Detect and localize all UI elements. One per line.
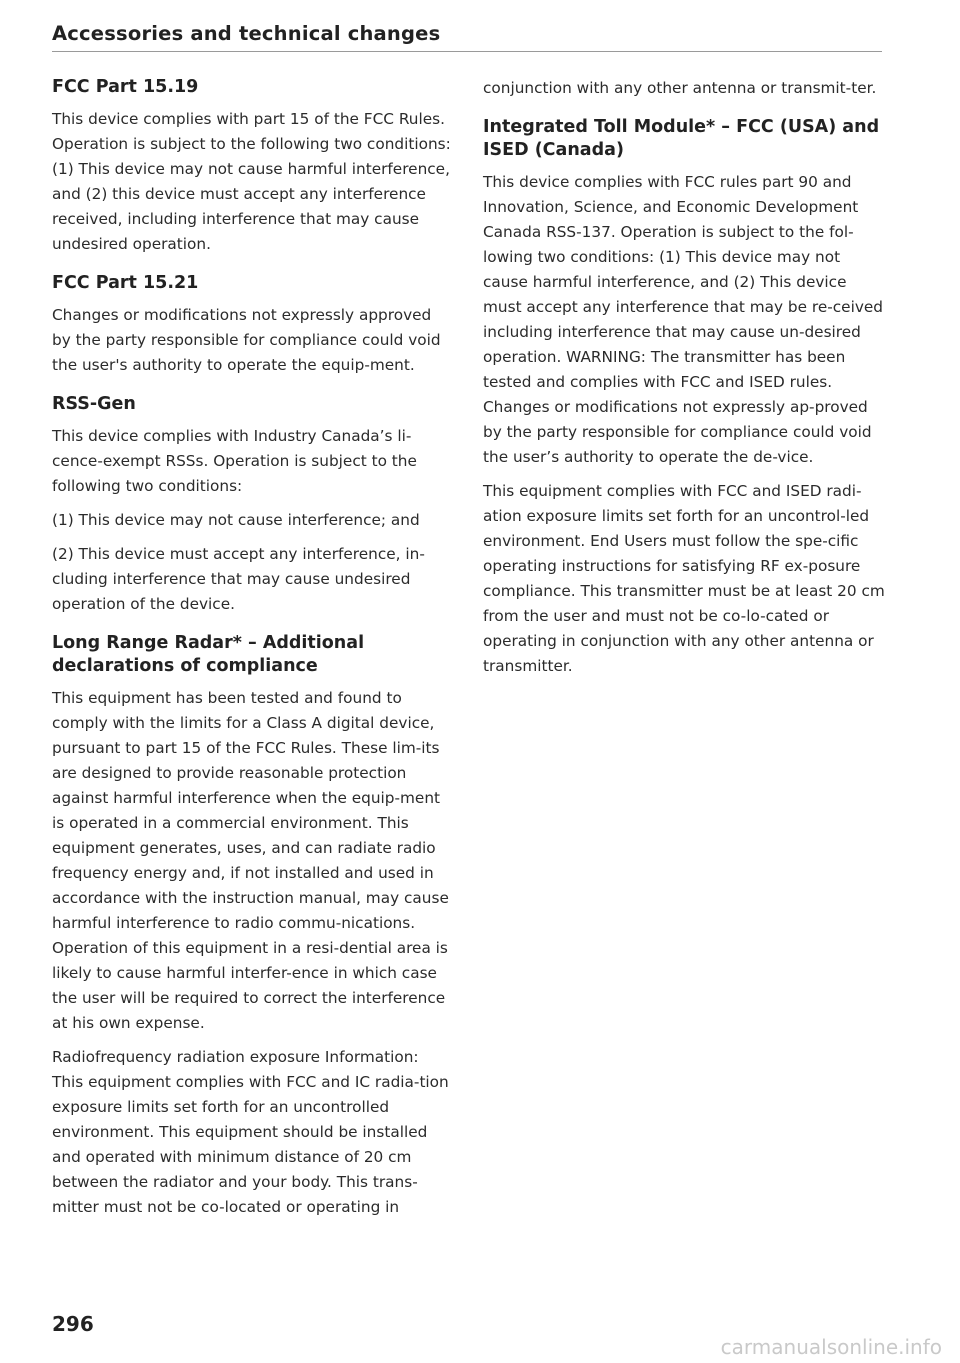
- heading-fcc-15-21: FCC Part 15.21: [52, 273, 199, 293]
- watermark: carmanualsonline.info: [720, 1335, 942, 1359]
- paragraph-continuation: conjunction with any other antenna or transmit-ter.: [483, 79, 877, 97]
- heading-long-range-radar: Long Range Radar* – Additional declarations of compliance: [52, 633, 365, 676]
- heading-fcc-15-19: FCC Part 15.19: [52, 77, 199, 97]
- paragraph-fcc-15-19: This device complies with part 15 of the FCC Rules. Operation is subject to the following two conditions: (1) This device may not cause harmful interference, and (2) this device must accept any interference received, including interference that may cause undesired operation.: [52, 110, 451, 253]
- paragraph-toll-2: This equipment complies with FCC and ISED radi-ation exposure limits set forth for an uncontrol-led environment. End Users must follow the spe-cific operating instructions for satisfying RF ex-posure compliance. This transmitter must be at least 20 cm from the user and must not be co-lo-cated or operating in conjunction with any other antenna or transmitter.: [483, 482, 885, 675]
- paragraph-rss-gen-condition-1: (1) This device may not cause interference; and: [52, 511, 420, 529]
- paragraph-radar-2: Radiofrequency radiation exposure Information: This equipment complies with FCC and IC radia-tion exposure limits set forth for an uncontrolled environment. This equipment should be installed and operated with minimum distance of 20 cm between the radiator and your body. This trans-mitter must not be co-located or operating in: [52, 1048, 449, 1216]
- paragraph-toll-1: This device complies with FCC rules part 90 and Innovation, Science, and Economic Development Canada RSS-137. Operation is subject to the fol-lowing two conditions: (1) This device may not cause harmful interference, and (2) This device must accept any interference that may be re-ceived including interference that may cause un-desired operation. WARNING: The transmitter has been tested and complies with FCC and ISED rules. Changes or modifications not expressly ap-proved by the party responsible for compliance could void the user’s authority to operate the de-vice.: [483, 173, 883, 466]
- section-title: Accessories and technical changes: [52, 22, 441, 45]
- right-column: [483, 76, 885, 688]
- heading-toll-module: Integrated Toll Module* – FCC (USA) and ISED (Canada): [483, 117, 880, 160]
- paragraph-fcc-15-21: Changes or modifications not expressly approved by the party responsible for compliance could void the user's authority to operate the equip-ment.: [52, 306, 441, 374]
- paragraph-rss-gen-condition-2: (2) This device must accept any interference, in-cluding interference that may cause undesired operation of the device.: [52, 545, 425, 613]
- paragraph-rss-gen: This device complies with Industry Canada’s li-cence-exempt RSSs. Operation is subject to the following two conditions:: [52, 427, 417, 495]
- paragraph-radar-1: This equipment has been tested and found to comply with the limits for a Class A digital device, pursuant to part 15 of the FCC Rules. These lim-its are designed to provide reasonable protection against harmful interference when the equip-ment is operated in a commercial environment. This equipment generates, uses, and can radiate radio frequency energy and, if not installed and used in accordance with the instruction manual, may cause harmful interference to radio commu-nications. Operation of this equipment in a resi-dential area is likely to cause harmful interfer-ence in which case the user will be required to correct the interference at his own expense.: [52, 689, 449, 1032]
- page-number: 296: [52, 1312, 94, 1336]
- page-header: [52, 22, 882, 52]
- left-column: [52, 76, 454, 1229]
- heading-rss-gen: RSS-Gen: [52, 394, 136, 414]
